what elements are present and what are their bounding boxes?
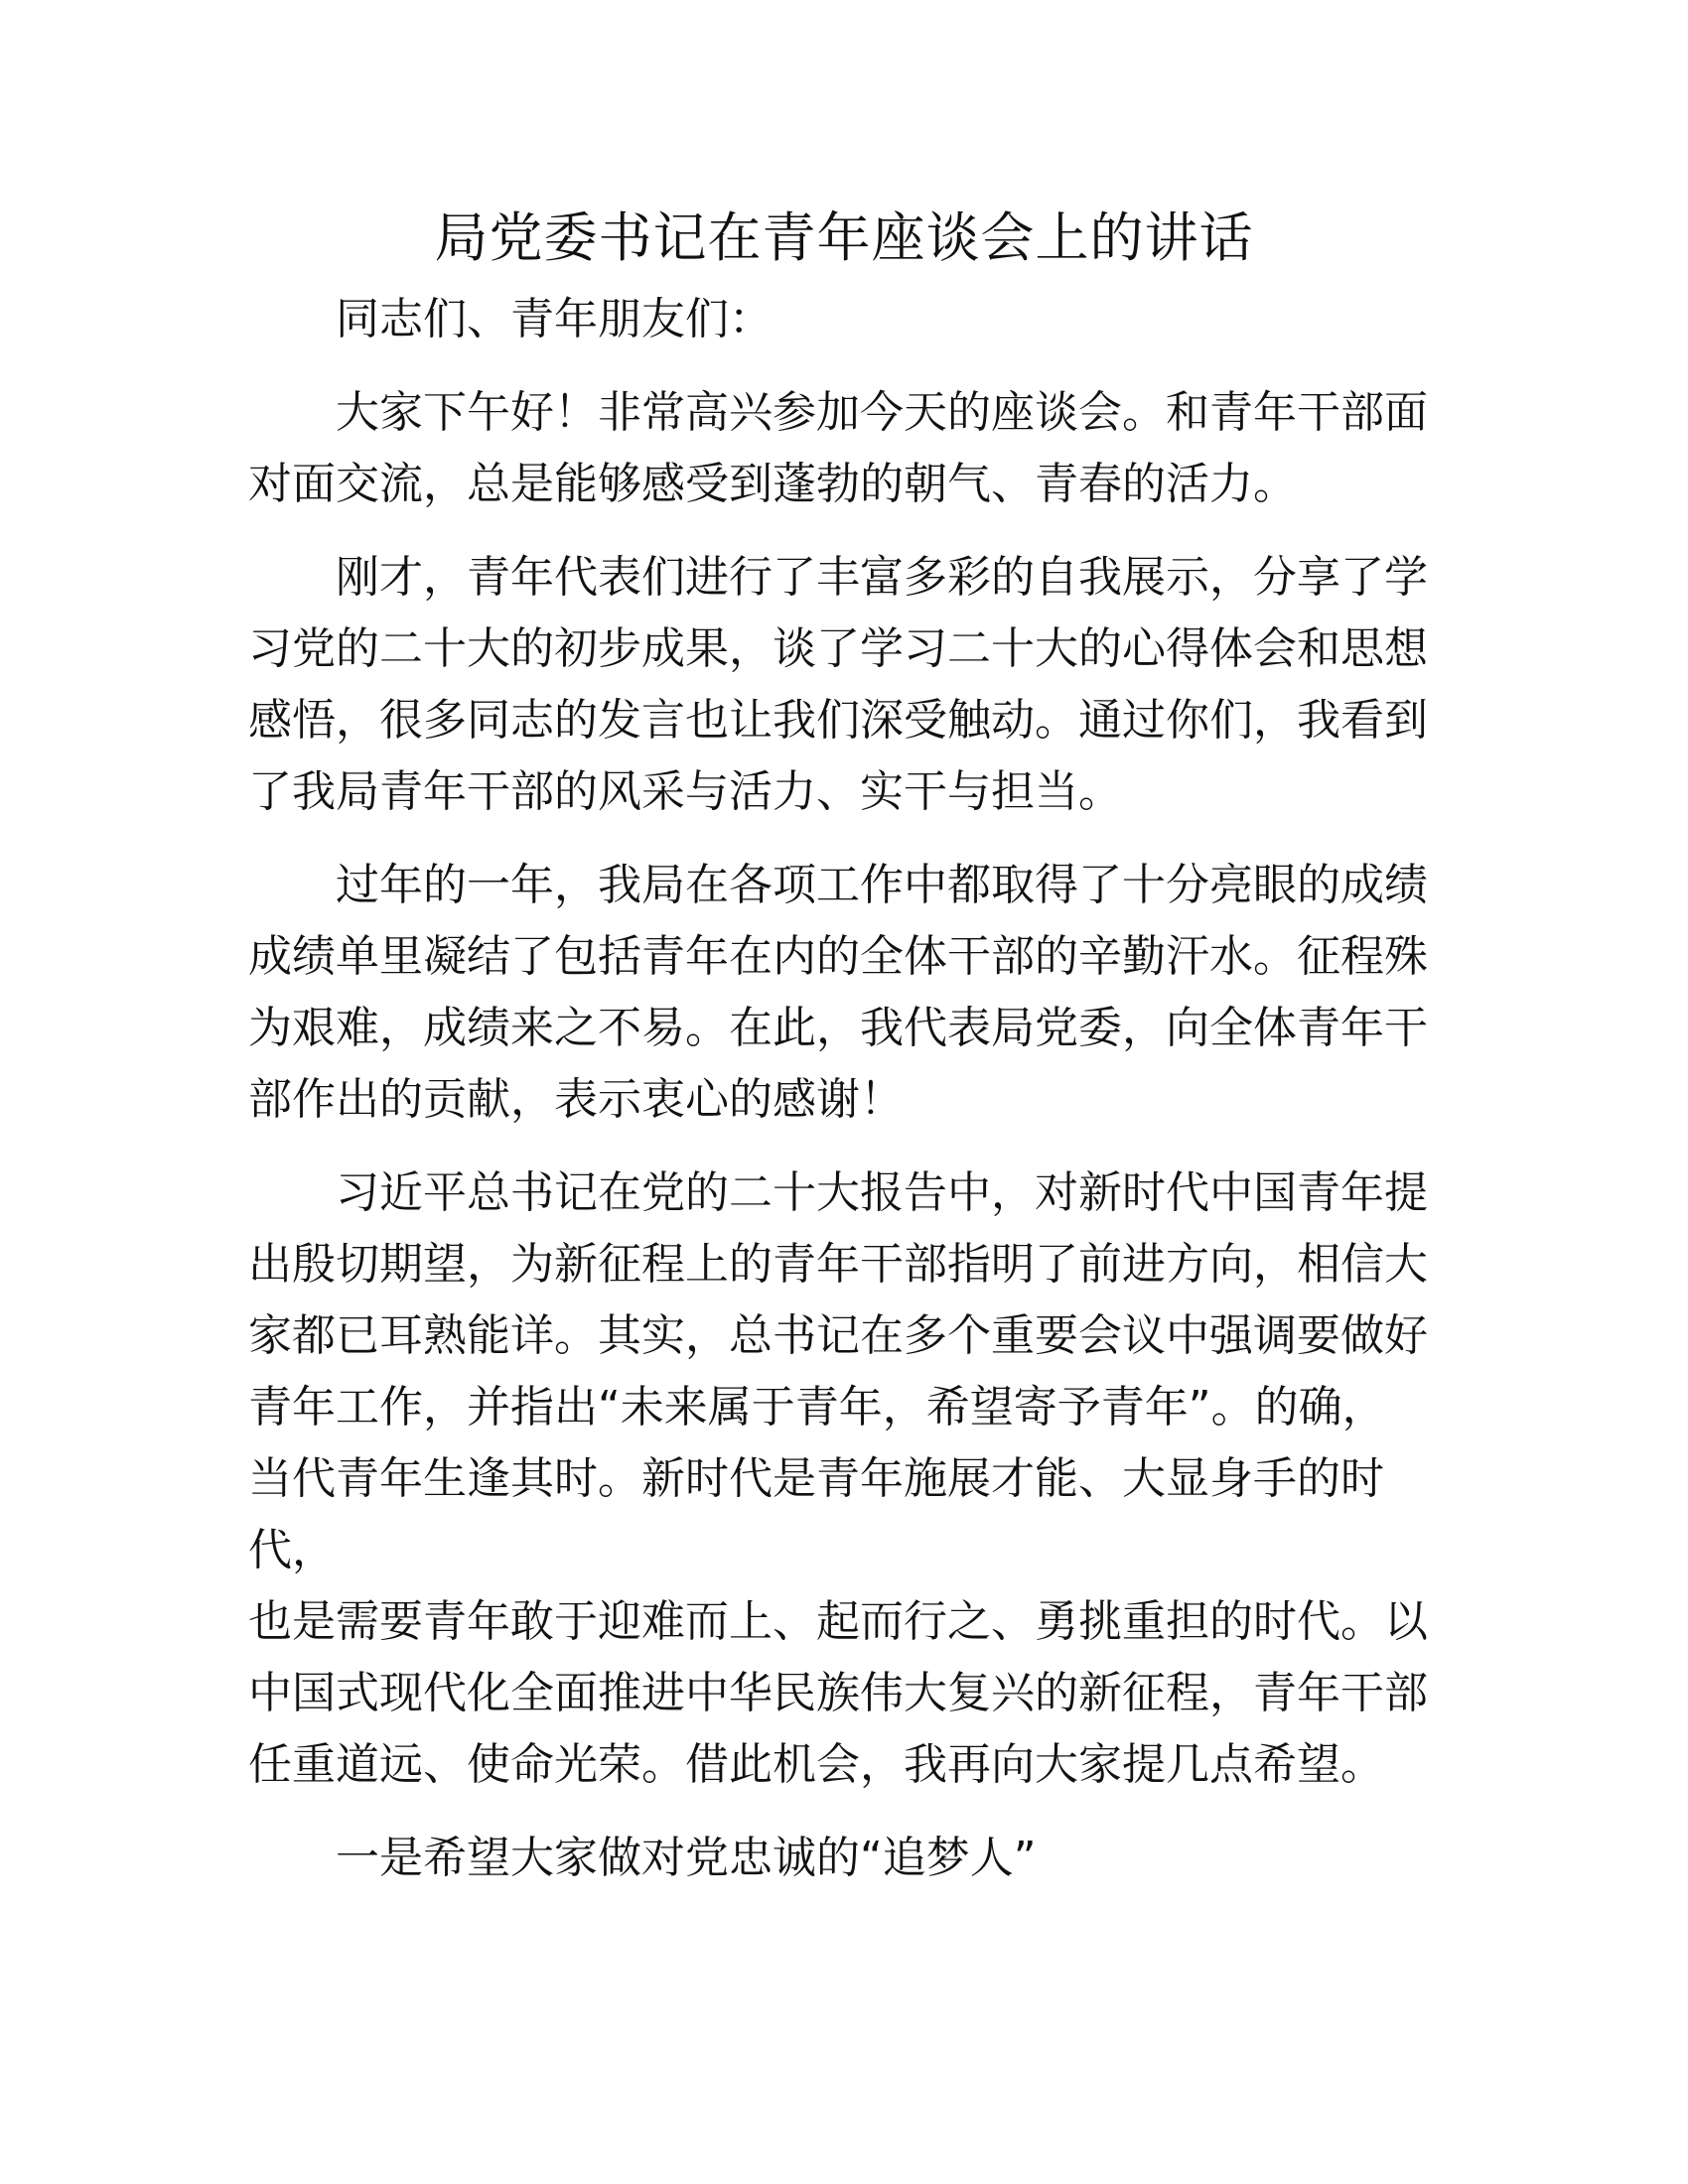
paragraph-representatives: 刚才，青年代表们进行了丰富多彩的自我展示，分享了学 习党的二十大的初步成果，谈了学习二十大的心得体会和思想 感悟，很多同志的发言也让我们深受触动。通过你们，我看到 了我局青年干部的风采与活力、实干与担当。 [248,552,1428,817]
paragraph-xi-report: 习近平总书记在党的二十大报告中，对新时代中国青年提 出殷切期望，为新征程上的青年干部指明了前进方向，相信大 家都已耳熟能详。其实，总书记在多个重要会议中强调要做好 青年工作，并指出“未来属于青年，希望寄予青年”。的确， 当代青年生逢其时。新时代是青年施展才能、大显身手的时代， 也是需要青年敢于迎难而上、起而行之、勇挑重担的时代。以 中国式现代化全面推进中华民族伟大复兴的新征程，青年干部 任重道远、使命光荣。借此机会，我再向大家提几点希望。 [248,1167,1428,1790]
paragraph-achievements: 过年的一年，我局在各项工作中都取得了十分亮眼的成绩 成绩单里凝结了包括青年在内的全体干部的辛勤汗水。征程殊 为艰难，成绩来之不易。在此，我代表局党委，向全体青年干 部作出的贡献，表示衷心的感谢！ [248,860,1428,1125]
salutation: 同志们、青年朋友们： [336,294,773,344]
document-page [248,199,1440,1916]
paragraph-hope-one: 一是希望大家做对党忠诚的“追梦人” [336,1833,1037,1883]
document-title: 局党委书记在青年座谈会上的讲话 [434,206,1254,269]
paragraph-greeting: 大家下午好！非常高兴参加今天的座谈会。和青年干部面 对面交流，总是能够感受到蓬勃的朝气、青春的活力。 [248,387,1428,509]
